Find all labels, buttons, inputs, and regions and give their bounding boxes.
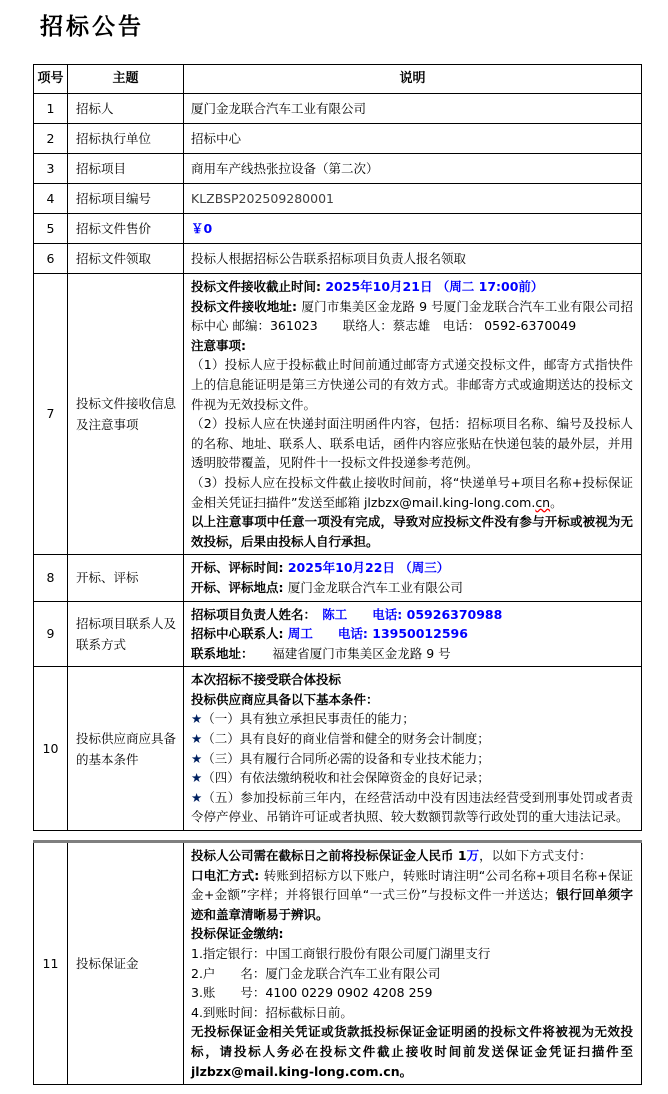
table-row: [34, 154, 642, 184]
paragraph: [191, 846, 633, 866]
text-segment: 投标文件接收地址:: [191, 298, 302, 314]
text-segment: 以上注意事项中任意一项没有完成，导致对应投标文件没有参与开标或被视为无效投标，后果由投标人自行承担。: [191, 514, 633, 549]
col-header-topic: 主题: [68, 65, 184, 94]
text-segment: 注意事项:: [191, 337, 246, 353]
paragraph: [191, 983, 633, 1003]
table-row: [34, 184, 642, 214]
text-segment: 福建省厦门市集美区金龙路 9 号: [272, 645, 451, 661]
text-segment: 招标中心联系人:: [191, 626, 288, 642]
topic-cell: 招标项目编号: [68, 184, 184, 214]
paragraph: [191, 336, 633, 356]
topic-cell: 投标文件接收信息及注意事项: [68, 274, 184, 555]
table-row: [34, 555, 642, 601]
table-row: [34, 214, 642, 244]
tender-info-table-body: [34, 94, 642, 831]
text-segment: 厦门金龙联合汽车工业有限公司: [191, 100, 367, 116]
text-segment: ★: [191, 750, 203, 766]
table-row: [34, 601, 642, 667]
text-segment: （三）具有履行合同所必需的设备和专业技术能力；: [202, 750, 490, 766]
text-segment: 投标文件接收截止时间:: [191, 279, 326, 294]
description-cell: [184, 555, 642, 601]
paragraph: [191, 768, 633, 788]
text-segment: （四）有依法缴纳税收和社会保障资金的良好记录；: [202, 770, 490, 786]
text-segment: 万: [466, 848, 480, 864]
text-segment: 投标供应商应具备以下基本条件：: [191, 691, 379, 707]
paragraph: [191, 709, 633, 729]
paragraph: [191, 788, 633, 827]
row-number-cell: 3: [34, 154, 68, 184]
deposit-table: [33, 840, 642, 1085]
description-cell: [184, 244, 642, 274]
row-number-cell: 11: [34, 842, 68, 1085]
text-segment: 电话: 05926370988: [372, 606, 503, 622]
table-row: [34, 124, 642, 154]
paragraph: [191, 1022, 633, 1081]
topic-cell: 招标项目联系人及联系方式: [68, 601, 184, 667]
topic-cell: 开标、评标: [68, 555, 184, 601]
text-segment: 开标、评标地点:: [191, 579, 288, 595]
text-segment: 联系地址：: [191, 645, 273, 661]
text-segment: 3.账 号：4100 0229 0902 4208 259: [191, 985, 433, 1001]
text-segment: ★: [191, 731, 203, 747]
text-segment: 银行回单须字迹和盖章清晰易于辨识。: [191, 887, 633, 922]
text-segment: 陈工: [322, 606, 348, 622]
text-segment: ★: [191, 789, 203, 805]
text-segment: jlzbzx@mail.king-long.com.cn: [191, 1063, 400, 1079]
text-segment: 周工: [287, 626, 313, 642]
topic-cell: 投标保证金: [68, 842, 184, 1085]
text-segment: [313, 626, 338, 641]
paragraph: [191, 129, 633, 149]
col-header-item-no: 项号: [34, 65, 68, 94]
paragraph: [191, 944, 633, 964]
paragraph: [191, 558, 633, 578]
paragraph: [191, 924, 633, 944]
paragraph: [191, 277, 633, 297]
description-cell: [184, 94, 642, 124]
description-cell: [184, 842, 642, 1085]
text-segment: 2025年10月22日 （周三）: [287, 560, 450, 576]
paragraph: [191, 866, 633, 925]
tender-info-table: [33, 64, 642, 831]
text-segment: 2.户 名：厦门金龙联合汽车工业有限公司: [191, 965, 441, 981]
text-segment: （二）具有良好的商业信誉和健全的财务会计制度；: [202, 731, 490, 747]
text-segment: ￥0: [191, 220, 213, 236]
paragraph: [191, 159, 633, 179]
paragraph: [191, 578, 633, 598]
text-segment: 商用车产线热张拉设备（第二次）: [191, 160, 379, 176]
text-segment: （1）投标人应于投标截止时间前通过邮寄方式递交投标文件，邮寄方式指快件上的信息能证明是第三方快递公司的有效方式。非邮寄方式或逾期送达的投标文件视为无效投标文件。: [191, 357, 633, 412]
topic-cell: 招标人: [68, 94, 184, 124]
paragraph: [191, 729, 633, 749]
topic-cell: 招标文件领取: [68, 244, 184, 274]
description-cell: [184, 184, 642, 214]
paragraph: [191, 644, 633, 664]
topic-cell: 招标项目: [68, 154, 184, 184]
text-segment: 厦门金龙联合汽车工业有限公司: [287, 579, 463, 595]
text-segment: ，以如下方式支付：: [479, 848, 592, 864]
row-number-cell: 1: [34, 94, 68, 124]
paragraph: [191, 249, 633, 269]
paragraph: [191, 512, 633, 551]
text-segment: ★: [191, 770, 203, 786]
deposit-table-body: [34, 842, 642, 1085]
text-segment: 。: [399, 1063, 413, 1079]
table-row: [34, 94, 642, 124]
paragraph: [191, 605, 633, 625]
text-segment: 本次招标不接受联合体投标: [191, 672, 342, 688]
description-cell: [184, 154, 642, 184]
text-segment: （2）投标人应在快递封面注明函件内容，包括：招标项目名称、编号及投标人的名称、地址、联系人、联系电话，函件内容应张贴在快递包装的最外层，并用透明胶带覆盖，见附件十一投标文件投递参考范例。: [191, 416, 633, 471]
text-segment: （一）具有独立承担民事责任的能力；: [202, 711, 415, 727]
description-cell: [184, 124, 642, 154]
paragraph: [191, 473, 633, 512]
text-segment: ★: [191, 711, 203, 727]
paragraph: [191, 99, 633, 119]
table-row: [34, 667, 642, 831]
paragraph: [191, 670, 633, 690]
text-segment: 厦门市集美区金龙路 9 号厦门金龙联合汽车工业有限公司招标中心 邮编：361023 联络人：蔡志雄 电话： 0592-6370049: [191, 298, 633, 334]
text-segment: [347, 607, 372, 622]
text-segment: 招标项目负责人姓名：: [191, 606, 323, 622]
text-segment: 1.指定银行：中国工商银行股份有限公司厦门湖里支行: [191, 946, 491, 961]
table-header-row: [34, 65, 642, 94]
text-segment: 。: [550, 494, 563, 510]
description-cell: [184, 667, 642, 831]
paragraph: [191, 189, 633, 209]
paragraph: [191, 219, 633, 239]
row-number-cell: 4: [34, 184, 68, 214]
table-row: [34, 244, 642, 274]
text-segment: 转账到招标方以下账户，转账时请注明“公司名称+项目名称+保证金+金额”字样；并将银行回单“一式三份”与投标文件一并送达；: [191, 867, 633, 903]
text-segment: KLZBSP202509280001: [191, 190, 334, 206]
paragraph: [191, 297, 633, 336]
text-segment: 4.到账时间：招标截标日前。: [191, 1004, 353, 1020]
paragraph: [191, 355, 633, 414]
topic-cell: 投标供应商应具备的基本条件: [68, 667, 184, 831]
topic-cell: 招标文件售价: [68, 214, 184, 244]
text-segment: （3）投标人应在投标文件截止接收时间前，将“快递单号+项目名称+投标保证金相关凭证扫描件”发送至邮箱 jlzbzx@mail.king-long.com.: [191, 474, 633, 510]
row-number-cell: 2: [34, 124, 68, 154]
topic-cell: 招标执行单位: [68, 124, 184, 154]
text-segment: 投标人根据招标公告联系招标项目负责人报名领取: [191, 250, 467, 266]
description-cell: [184, 274, 642, 555]
text-segment: 无投标保证金相关凭证或货款抵投标保证金证明函的投标文件将被视为无效投标，请投标人务必在投标文件截止接收时间前发送保证金凭证扫描件至: [191, 1024, 633, 1059]
row-number-cell: 5: [34, 214, 68, 244]
row-number-cell: 7: [34, 274, 68, 555]
col-header-description: 说明: [184, 65, 642, 94]
paragraph: [191, 414, 633, 473]
row-number-cell: 9: [34, 601, 68, 667]
description-cell: [184, 601, 642, 667]
row-number-cell: 6: [34, 244, 68, 274]
text-segment: 2025年10月21日 （周二 17:00前）: [325, 279, 544, 294]
text-segment: （五）参加投标前三年内，在经营活动中没有因违法经营受到刑事处罚或者责令停产停业、吊销许可证或者执照、较大数额罚款等行政处罚的重大违法记录。: [191, 789, 633, 825]
text-segment: cn: [535, 494, 551, 510]
text-segment: 投标保证金缴纳:: [191, 926, 284, 942]
row-number-cell: 8: [34, 555, 68, 601]
paragraph: [191, 690, 633, 710]
paragraph: [191, 624, 633, 644]
table-row: [34, 274, 642, 555]
text-segment: 开标、评标时间:: [191, 560, 288, 576]
description-cell: [184, 214, 642, 244]
page-title: 招标公告: [40, 14, 144, 40]
row-number-cell: 10: [34, 667, 68, 831]
paragraph: [191, 749, 633, 769]
text-segment: 电话: 13950012596: [337, 626, 468, 642]
paragraph: [191, 964, 633, 984]
paragraph: [191, 1003, 633, 1023]
table-row: [34, 842, 642, 1085]
text-segment: 招标中心: [191, 130, 242, 146]
text-segment: 口电汇方式:: [191, 867, 264, 883]
text-segment: 投标人公司需在截标日之前将投标保证金人民币 1: [191, 848, 467, 864]
